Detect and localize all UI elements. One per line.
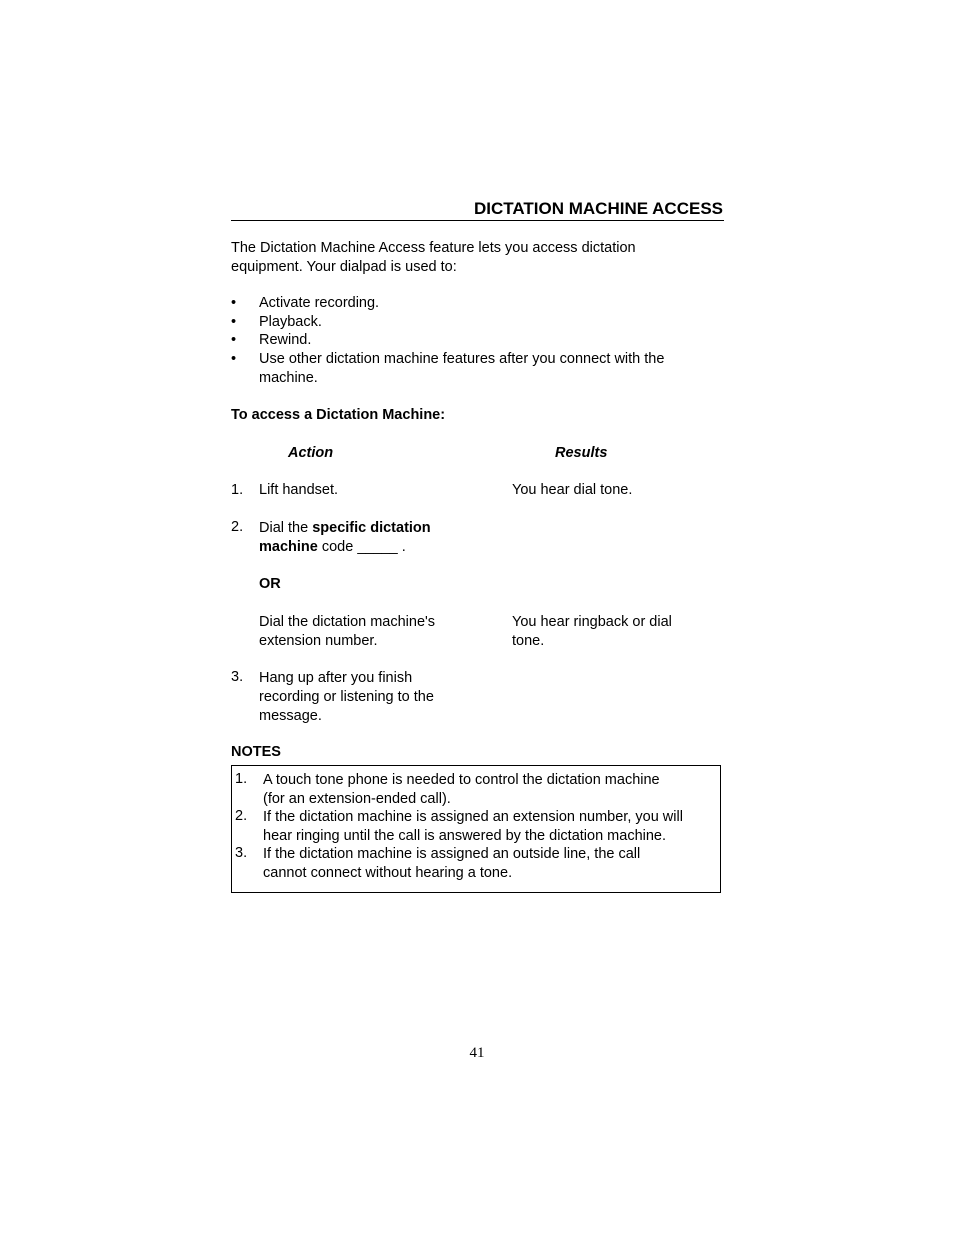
step-text: code _____ .: [317, 539, 406, 555]
or-separator: OR: [259, 576, 281, 592]
step-result: You hear dial tone.: [512, 482, 633, 498]
step-action-alt: [259, 613, 489, 651]
step-text-bold: machine: [259, 539, 318, 555]
list-item: Use other dictation machine features after you connect with the: [259, 351, 665, 367]
bullet-icon: •: [231, 351, 237, 367]
step-number: 1.: [231, 482, 244, 498]
step-text: extension number.: [259, 633, 378, 649]
note-number: 2.: [235, 808, 248, 824]
bullet-list: [0, 295, 954, 395]
page-title: DICTATION MACHINE ACCESS: [473, 199, 723, 218]
step-text: Hang up after you finish: [259, 670, 413, 686]
step-action: [259, 669, 489, 726]
list-item: Rewind.: [259, 332, 312, 348]
list-item: Activate recording.: [259, 295, 380, 311]
step-text: tone.: [512, 633, 545, 649]
step-number: 3.: [231, 669, 244, 685]
step-result: [512, 613, 724, 651]
step-text: Dial the dictation machine's: [259, 614, 436, 630]
note-text: cannot connect without hearing a tone.: [263, 864, 513, 881]
notes-heading: NOTES: [231, 744, 281, 760]
note-text: If the dictation machine is assigned an extension number, you will: [263, 809, 683, 825]
step-text-bold: specific dictation: [312, 520, 431, 536]
step-action: Lift handset.: [259, 482, 338, 498]
note-text: A touch tone phone is needed to control the dictation machine: [263, 772, 660, 788]
intro-line: equipment. Your dialpad is used to:: [231, 259, 457, 275]
column-header-results: Results: [555, 445, 608, 461]
bullet-icon: •: [231, 295, 237, 311]
step-number: 2.: [231, 519, 244, 535]
step-text: message.: [259, 708, 322, 724]
intro-paragraph: [231, 239, 724, 277]
list-item: Playback.: [259, 314, 322, 330]
step-action: [259, 519, 489, 557]
note-item: [263, 845, 718, 882]
note-text: (for an extension-ended call).: [263, 790, 451, 807]
intro-line: The Dictation Machine Access feature lets you access dictation: [231, 240, 636, 256]
bullet-icon: •: [231, 314, 237, 330]
page-number: 41: [469, 1045, 485, 1061]
note-item: [263, 808, 718, 845]
step-text: You hear ringback or dial: [512, 614, 672, 630]
bullet-icon: •: [231, 332, 237, 348]
list-item-continuation: machine.: [259, 370, 318, 386]
step-text: Dial the: [259, 520, 313, 536]
note-number: 1.: [235, 771, 248, 787]
procedure-heading: To access a Dictation Machine:: [231, 407, 446, 423]
title-divider: [231, 220, 724, 221]
column-header-action: Action: [288, 445, 334, 461]
note-text: hear ringing until the call is answered by the dictation machine.: [263, 827, 667, 844]
note-text: If the dictation machine is assigned an outside line, the call: [263, 846, 641, 862]
note-item: [263, 771, 718, 808]
step-text: recording or listening to the: [259, 689, 434, 705]
note-number: 3.: [235, 845, 248, 861]
